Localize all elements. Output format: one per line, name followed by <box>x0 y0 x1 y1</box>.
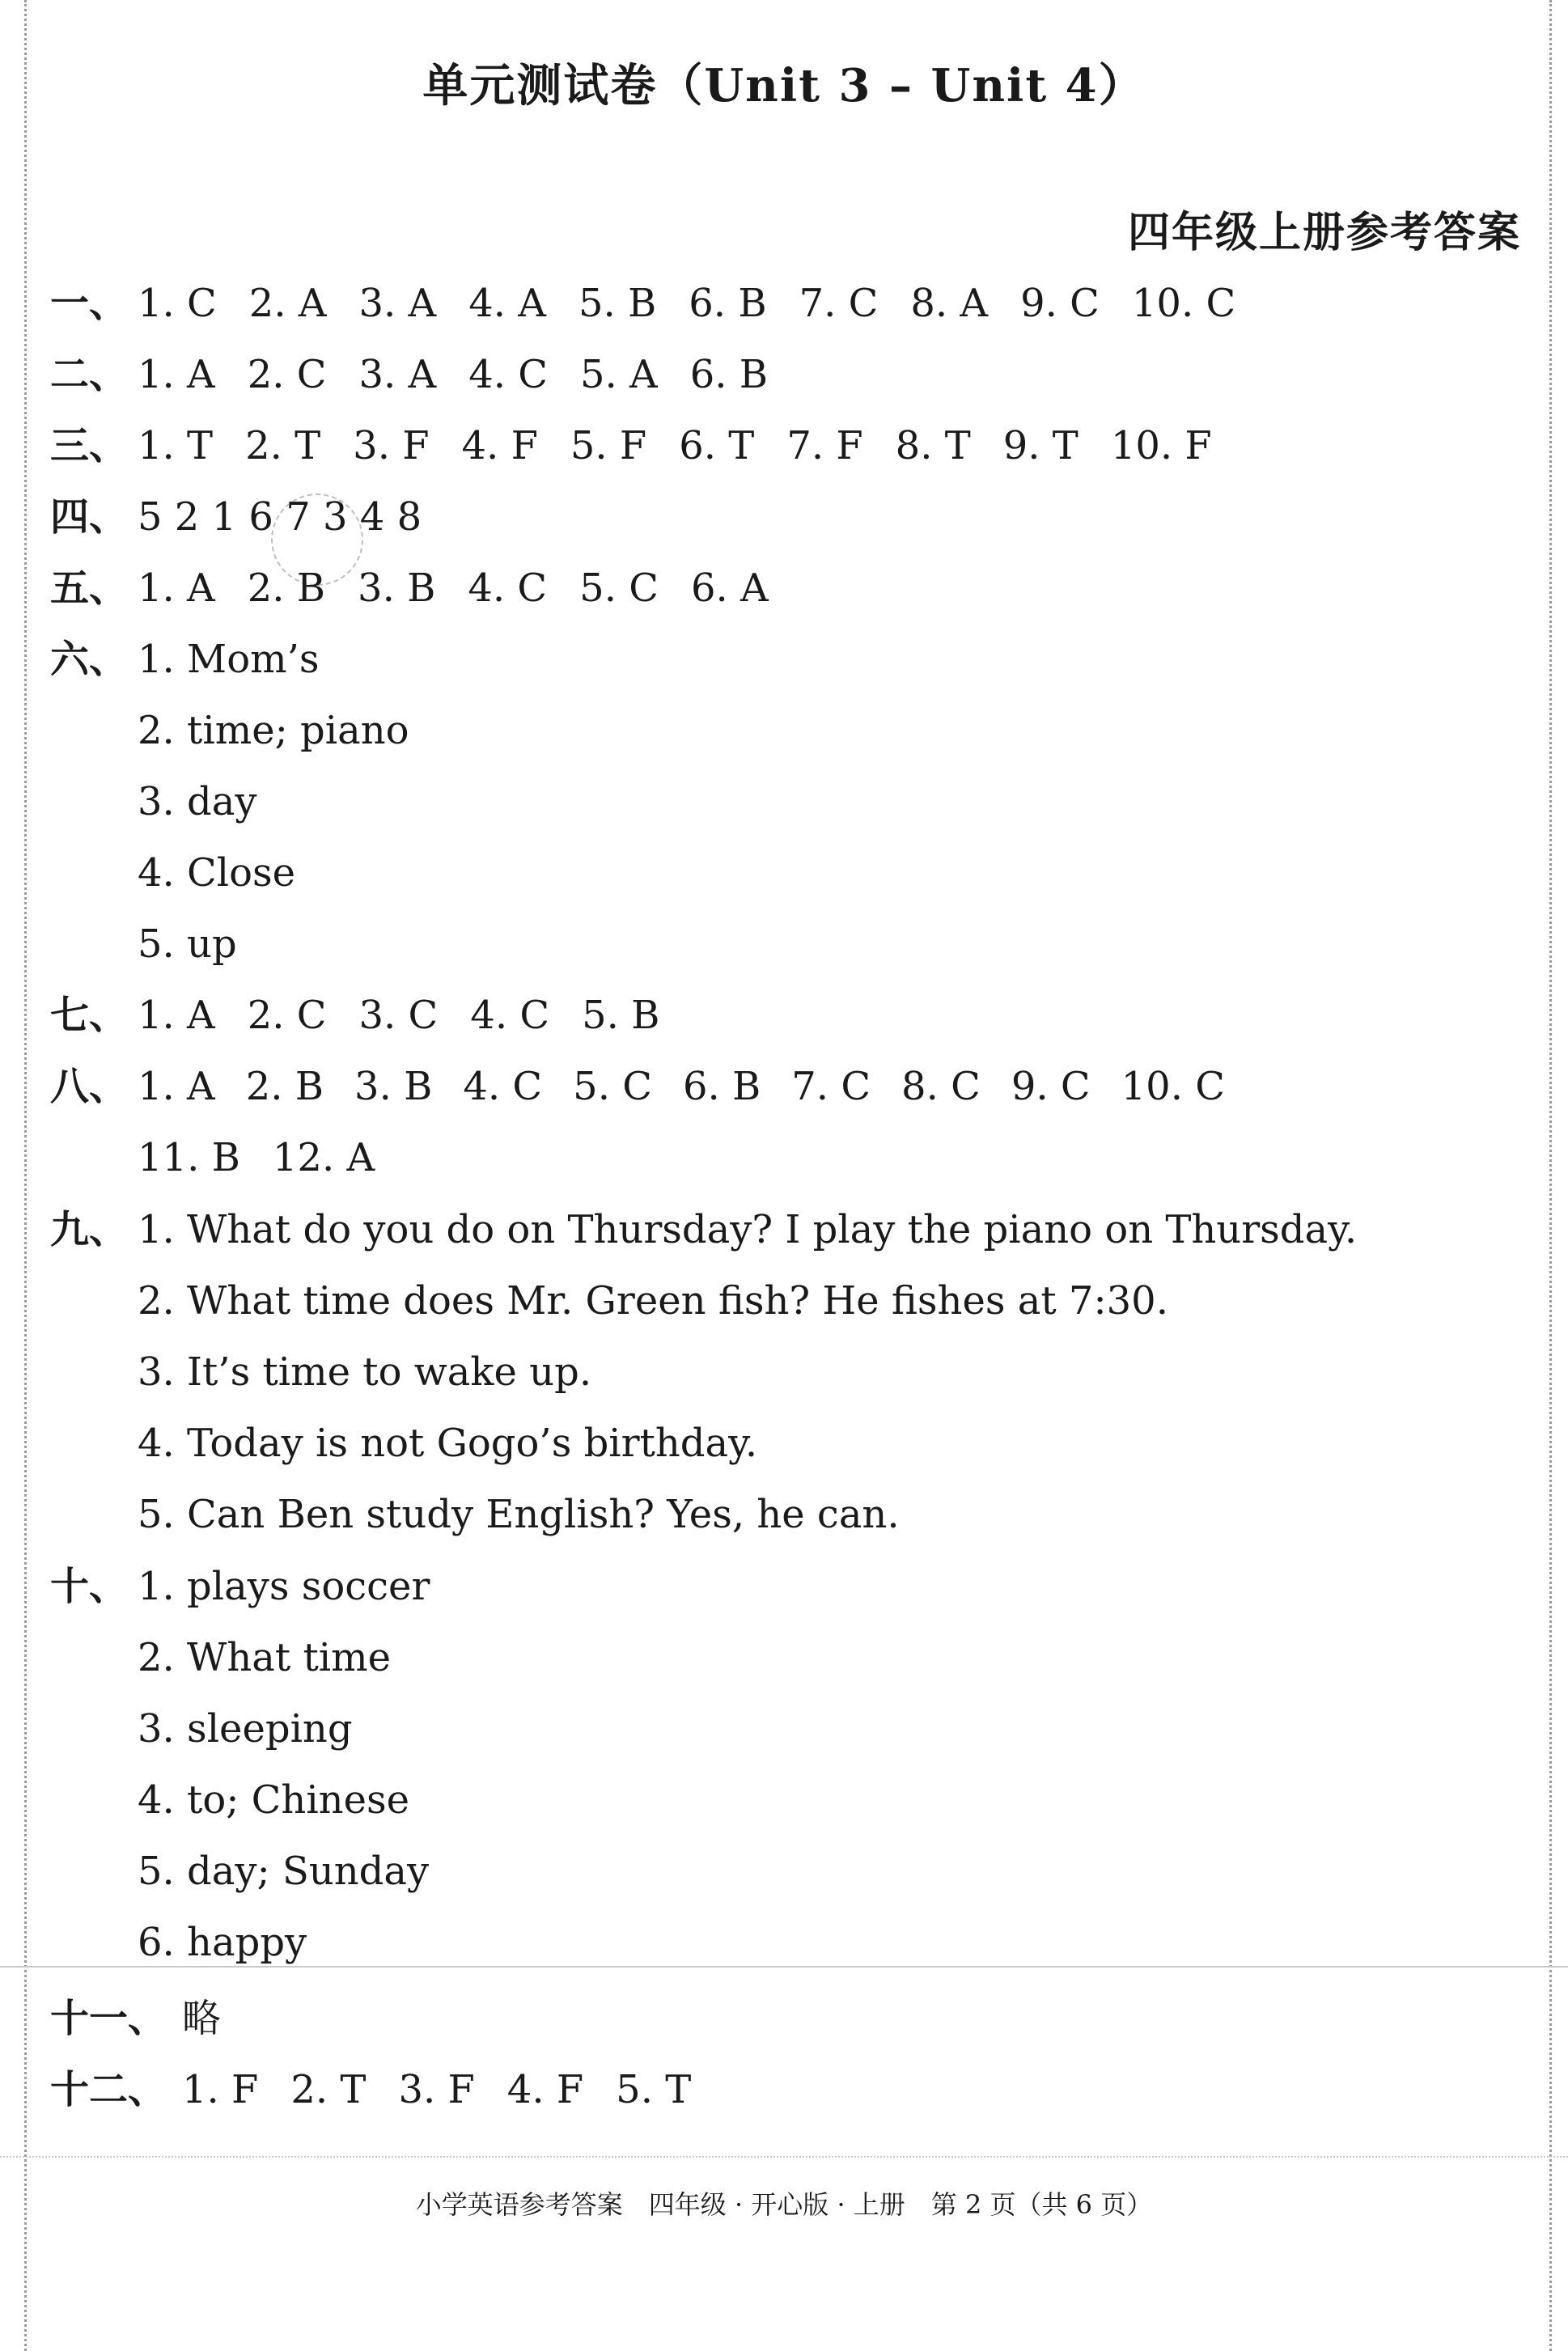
answer-item: 3. C <box>358 993 439 1038</box>
answer-item: 7. F <box>786 423 863 468</box>
section-label: 一、 <box>50 281 129 326</box>
answer-line: 4. Close <box>138 850 296 896</box>
answer-item: 2. T <box>245 423 321 468</box>
section-label: 四、 <box>50 494 129 540</box>
answer-item: 8. A <box>910 281 989 326</box>
answer-item: 7. C <box>799 281 879 326</box>
answer-item: 10. F <box>1110 423 1212 468</box>
answer-sequence: 5 2 1 6 7 3 4 8 <box>138 494 422 540</box>
answer-item: 7. C <box>791 1064 871 1109</box>
page-footer: 小学英语参考答案 四年级 · 开心版 · 上册 第 2 页（共 6 页） <box>415 2189 1153 2220</box>
answer-line: 1. What do you do on Thursday? I play the piano on Thursday. <box>138 1207 1358 1252</box>
answer-item: 10. C <box>1121 1064 1225 1109</box>
answer-line: 3. It’s time to wake up. <box>138 1349 592 1395</box>
answer-line: 1. Mom’s <box>138 637 320 682</box>
left-margin-dotted-line <box>24 0 27 2351</box>
answer-item: 3. A <box>358 281 437 326</box>
answer-line: 6. happy <box>138 1920 307 1965</box>
section-label: 八、 <box>50 1064 129 1109</box>
answer-item: 1. A <box>138 352 215 397</box>
section-label: 十一、 <box>50 1996 167 2041</box>
answer-item: 5. F <box>570 423 647 468</box>
answer-list <box>138 413 1244 478</box>
fold-line <box>0 1966 1568 1968</box>
answer-line: 2. What time <box>138 1635 392 1680</box>
answer-item: 11. B <box>138 1135 240 1180</box>
answer-item: 5. B <box>582 993 660 1038</box>
answer-item: 9. C <box>1020 281 1100 326</box>
answer-item: 3. A <box>358 352 437 397</box>
answer-item: 1. C <box>138 281 217 326</box>
footer-separator <box>0 2156 1568 2158</box>
answer-line: 3. day <box>138 779 257 824</box>
answer-item: 2. C <box>247 993 327 1038</box>
answer-item: 6. B <box>682 1064 761 1109</box>
answer-item: 2. B <box>247 566 326 611</box>
answer-item: 2. A <box>248 281 327 326</box>
answer-item: 5. B <box>578 281 657 326</box>
answer-list <box>138 1054 1256 1119</box>
answer-item: 4. A <box>468 281 546 326</box>
answer-item: 3. F <box>398 2067 475 2112</box>
answer-item: 6. T <box>679 423 755 468</box>
answer-item: 1. A <box>138 566 215 611</box>
answer-item: 5. C <box>573 1064 652 1109</box>
right-margin-dotted-line <box>1549 0 1552 2351</box>
answer-item: 3. B <box>358 566 436 611</box>
section-label: 六、 <box>50 637 129 682</box>
section-label: 九、 <box>50 1207 129 1252</box>
answer-list <box>138 983 692 1048</box>
answer-item: 6. A <box>690 566 769 611</box>
answer-list <box>138 342 800 407</box>
answer-item: 8. C <box>901 1064 981 1109</box>
answer-item: 9. C <box>1011 1064 1091 1109</box>
page-title: 单元测试卷（Unit 3 – Unit 4） <box>422 59 1146 112</box>
answer-item: 1. T <box>138 423 214 468</box>
section-label: 二、 <box>50 352 129 397</box>
answer-item: 6. B <box>689 281 767 326</box>
answer-item: 5. T <box>616 2067 692 2112</box>
answer-item: 3. F <box>353 423 430 468</box>
answer-item: 6. B <box>689 352 769 397</box>
answer-item: 5. A <box>580 352 658 397</box>
answer-item: 1. A <box>138 1064 215 1109</box>
answer-line: 1. plays soccer <box>138 1564 430 1609</box>
answer-line: 2. What time does Mr. Green fish? He fishes at 7:30. <box>138 1278 1168 1324</box>
answer-item: 5. C <box>579 566 659 611</box>
answer-item: 2. B <box>245 1064 324 1109</box>
answer-item: 1. F <box>182 2067 259 2112</box>
page-subtitle: 四年级上册参考答案 <box>1127 208 1521 257</box>
answer-item: 3. B <box>354 1064 433 1109</box>
answer-item: 4. C <box>463 1064 543 1109</box>
answer-line: 5. day; Sunday <box>138 1849 430 1894</box>
section-label: 五、 <box>50 566 129 611</box>
answer-text: 略 <box>182 1996 222 2041</box>
answer-item: 4. C <box>468 566 548 611</box>
answer-item: 12. A <box>272 1135 375 1180</box>
section-label: 十二、 <box>50 2067 167 2112</box>
answer-list <box>138 271 1268 336</box>
answer-list <box>138 1125 407 1190</box>
answer-item: 4. F <box>461 423 538 468</box>
answer-line: 3. sleeping <box>138 1706 353 1752</box>
answer-line: 4. Today is not Gogo’s birthday. <box>138 1421 758 1466</box>
answer-item: 10. C <box>1131 281 1236 326</box>
answer-line: 2. time; piano <box>138 708 409 753</box>
section-label: 三、 <box>50 423 129 468</box>
answer-item: 4. F <box>506 2067 584 2112</box>
section-label: 七、 <box>50 993 129 1038</box>
answer-item: 4. C <box>470 993 550 1038</box>
section-label: 十、 <box>50 1564 129 1609</box>
answer-line: 5. up <box>138 921 237 967</box>
answer-item: 2. C <box>247 352 327 397</box>
answer-item: 2. T <box>290 2067 367 2112</box>
answer-line: 5. Can Ben study English? Yes, he can. <box>138 1492 900 1537</box>
answer-line: 4. to; Chinese <box>138 1777 410 1823</box>
answer-list <box>138 556 801 621</box>
answer-item: 8. T <box>895 423 971 468</box>
answer-item: 9. T <box>1002 423 1079 468</box>
answer-item: 1. A <box>138 993 215 1038</box>
answer-list <box>182 2057 723 2122</box>
answer-item: 4. C <box>468 352 548 397</box>
